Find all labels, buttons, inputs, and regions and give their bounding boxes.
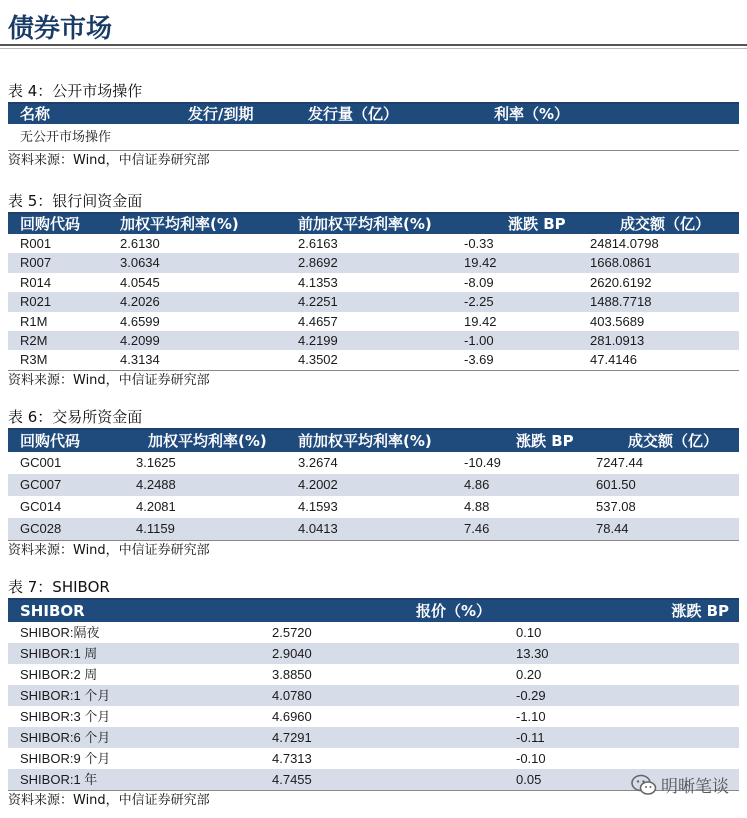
- header-change-bp: 涨跌 BP: [508, 215, 566, 233]
- table-row: [8, 452, 739, 474]
- row-cell: 0.05: [516, 772, 542, 787]
- header-weighted-rate: 加权平均利率(%): [120, 215, 239, 233]
- table-4-source: 资料来源：Wind，中信证券研究部: [8, 150, 739, 171]
- row-cell: 3.2674: [298, 455, 338, 470]
- table-6-source: 资料来源：Wind，中信证券研究部: [8, 540, 739, 561]
- row-cell: 4.86: [464, 477, 490, 492]
- table-row: [8, 124, 739, 150]
- row-cell: 601.50: [596, 477, 636, 492]
- table-7-caption: 表 7：SHIBOR: [8, 576, 739, 600]
- watermark: [631, 772, 729, 797]
- row-cell: 4.0780: [272, 688, 312, 703]
- table-row: [8, 474, 739, 496]
- row-cell: SHIBOR:1 个月: [20, 688, 111, 703]
- table-row: [8, 748, 739, 769]
- table-6-caption: 表 6：交易所资金面: [8, 406, 739, 430]
- row-cell: R007: [20, 255, 52, 271]
- table-row: [8, 643, 739, 664]
- row-cell: 19.42: [464, 255, 497, 271]
- header-issue-maturity: 发行/到期: [188, 105, 254, 123]
- table-row: [8, 350, 739, 369]
- table-row: [8, 706, 739, 727]
- row-cell: 2.5720: [272, 625, 312, 640]
- table-row: [8, 292, 739, 311]
- table-row: [8, 727, 739, 748]
- table-7-source: 资料来源：Wind，中信证券研究部: [8, 790, 739, 811]
- table-6-section: [8, 406, 739, 561]
- table-row: [8, 273, 739, 292]
- row-cell: 无公开市场操作: [20, 129, 112, 144]
- row-cell: 24814.0798: [590, 236, 659, 251]
- header-change-bp: 涨跌 BP: [671, 602, 729, 620]
- row-cell: 281.0913: [590, 332, 645, 348]
- row-cell: 4.1353: [298, 274, 338, 290]
- row-cell: -2.25: [464, 294, 494, 310]
- row-cell: 4.0545: [120, 274, 160, 290]
- row-cell: 537.08: [596, 499, 636, 514]
- row-cell: 4.7291: [272, 730, 312, 745]
- table-4-caption: 表 4：公开市场操作: [8, 80, 739, 104]
- row-cell: 4.88: [464, 499, 490, 514]
- row-cell: 4.7313: [272, 751, 312, 766]
- row-cell: 4.2251: [298, 294, 338, 310]
- header-name: 名称: [20, 105, 51, 123]
- row-cell: 4.4657: [298, 313, 338, 329]
- row-cell: 1668.0861: [590, 255, 652, 271]
- table-row: [8, 622, 739, 643]
- row-cell: GC028: [20, 521, 62, 536]
- row-cell: SHIBOR:3 个月: [20, 709, 111, 724]
- row-cell: -0.10: [516, 751, 546, 766]
- table-7-section: [8, 576, 739, 811]
- row-cell: -8.09: [464, 274, 494, 290]
- page-title: 债券市场: [8, 14, 113, 44]
- table-row: [8, 664, 739, 685]
- table-row: [8, 685, 739, 706]
- table-row: [8, 769, 739, 790]
- header-change-bp: 涨跌 BP: [516, 432, 574, 450]
- row-cell: -10.49: [464, 455, 501, 470]
- header-rate: 利率（%）: [494, 105, 570, 123]
- table-5-body: [8, 234, 739, 370]
- table-5-caption: 表 5：银行间资金面: [8, 190, 739, 214]
- row-cell: 4.2002: [298, 477, 338, 492]
- row-cell: R014: [20, 274, 52, 290]
- row-cell: SHIBOR:1 周: [20, 646, 98, 661]
- row-cell: 4.3502: [298, 352, 338, 368]
- row-cell: SHIBOR:2 周: [20, 667, 98, 682]
- row-cell: 4.2199: [298, 332, 338, 348]
- table-5-source: 资料来源：Wind，中信证券研究部: [8, 370, 739, 391]
- row-cell: 4.2081: [136, 499, 176, 514]
- header-turnover: 成交额（亿）: [620, 215, 711, 233]
- row-cell: GC001: [20, 455, 62, 470]
- row-cell: -1.10: [516, 709, 546, 724]
- header-prev-weighted-rate: 前加权平均利率(%): [298, 215, 432, 233]
- row-cell: 2.6163: [298, 236, 338, 251]
- row-cell: R2M: [20, 332, 48, 348]
- row-cell: 4.2099: [120, 332, 160, 348]
- watermark-text: 明晰笔谈: [661, 777, 729, 797]
- table-7-header: [8, 600, 739, 622]
- row-cell: GC007: [20, 477, 62, 492]
- row-cell: -0.33: [464, 236, 494, 251]
- row-cell: 4.6599: [120, 313, 160, 329]
- row-cell: 2620.6192: [590, 274, 652, 290]
- wechat-icon: [631, 774, 657, 796]
- title-divider: [0, 44, 747, 49]
- row-cell: 3.8850: [272, 667, 312, 682]
- table-row: [8, 331, 739, 350]
- row-cell: -0.29: [516, 688, 546, 703]
- table-row: [8, 234, 739, 253]
- row-cell: SHIBOR:6 个月: [20, 730, 111, 745]
- header-volume: 发行量（亿）: [308, 105, 399, 123]
- table-row: [8, 518, 739, 540]
- row-cell: 4.1593: [298, 499, 338, 514]
- row-cell: 2.6130: [120, 236, 160, 251]
- row-cell: 3.1625: [136, 455, 176, 470]
- header-quote: 报价（%）: [416, 602, 492, 620]
- header-shibor: SHIBOR: [20, 602, 85, 620]
- row-cell: 7.46: [464, 521, 490, 536]
- header-code: 回购代码: [20, 432, 81, 450]
- table-6-header: [8, 430, 739, 452]
- row-cell: GC014: [20, 499, 62, 514]
- row-cell: 4.0413: [298, 521, 338, 536]
- header-prev-weighted-rate: 前加权平均利率(%): [298, 432, 432, 450]
- row-cell: -1.00: [464, 332, 494, 348]
- row-cell: 403.5689: [590, 313, 645, 329]
- row-cell: 0.10: [516, 625, 542, 640]
- row-cell: -3.69: [464, 352, 494, 368]
- row-cell: 4.3134: [120, 352, 160, 368]
- table-5-section: [8, 190, 739, 391]
- row-cell: 2.8692: [298, 255, 338, 271]
- row-cell: SHIBOR:9 个月: [20, 751, 111, 766]
- table-4-section: [8, 80, 739, 171]
- table-row: [8, 253, 739, 272]
- row-cell: R001: [20, 236, 52, 251]
- row-cell: -0.11: [516, 730, 545, 745]
- row-cell: 4.1159: [136, 521, 175, 536]
- row-cell: 4.2488: [136, 477, 176, 492]
- header-code: 回购代码: [20, 215, 81, 233]
- row-cell: 7247.44: [596, 455, 643, 470]
- table-4-header: [8, 104, 739, 124]
- row-cell: R021: [20, 294, 52, 310]
- row-cell: 3.0634: [120, 255, 160, 271]
- row-cell: SHIBOR:1 年: [20, 772, 98, 787]
- header-turnover: 成交额（亿）: [628, 432, 719, 450]
- table-6-body: [8, 452, 739, 540]
- row-cell: R1M: [20, 313, 48, 329]
- row-cell: R3M: [20, 352, 48, 368]
- row-cell: 4.7455: [272, 772, 312, 787]
- table-5-header: [8, 214, 739, 234]
- row-cell: SHIBOR:隔夜: [20, 625, 100, 640]
- row-cell: 4.2026: [120, 294, 160, 310]
- row-cell: 2.9040: [272, 646, 312, 661]
- row-cell: 19.42: [464, 313, 497, 329]
- table-row: [8, 312, 739, 331]
- header-weighted-rate: 加权平均利率(%): [148, 432, 267, 450]
- row-cell: 47.4146: [590, 352, 637, 368]
- row-cell: 13.30: [516, 646, 549, 661]
- row-cell: 4.6960: [272, 709, 312, 724]
- row-cell: 78.44: [596, 521, 629, 536]
- row-cell: 1488.7718: [590, 294, 652, 310]
- table-row: [8, 496, 739, 518]
- table-7-body: [8, 622, 739, 790]
- row-cell: 0.20: [516, 667, 542, 682]
